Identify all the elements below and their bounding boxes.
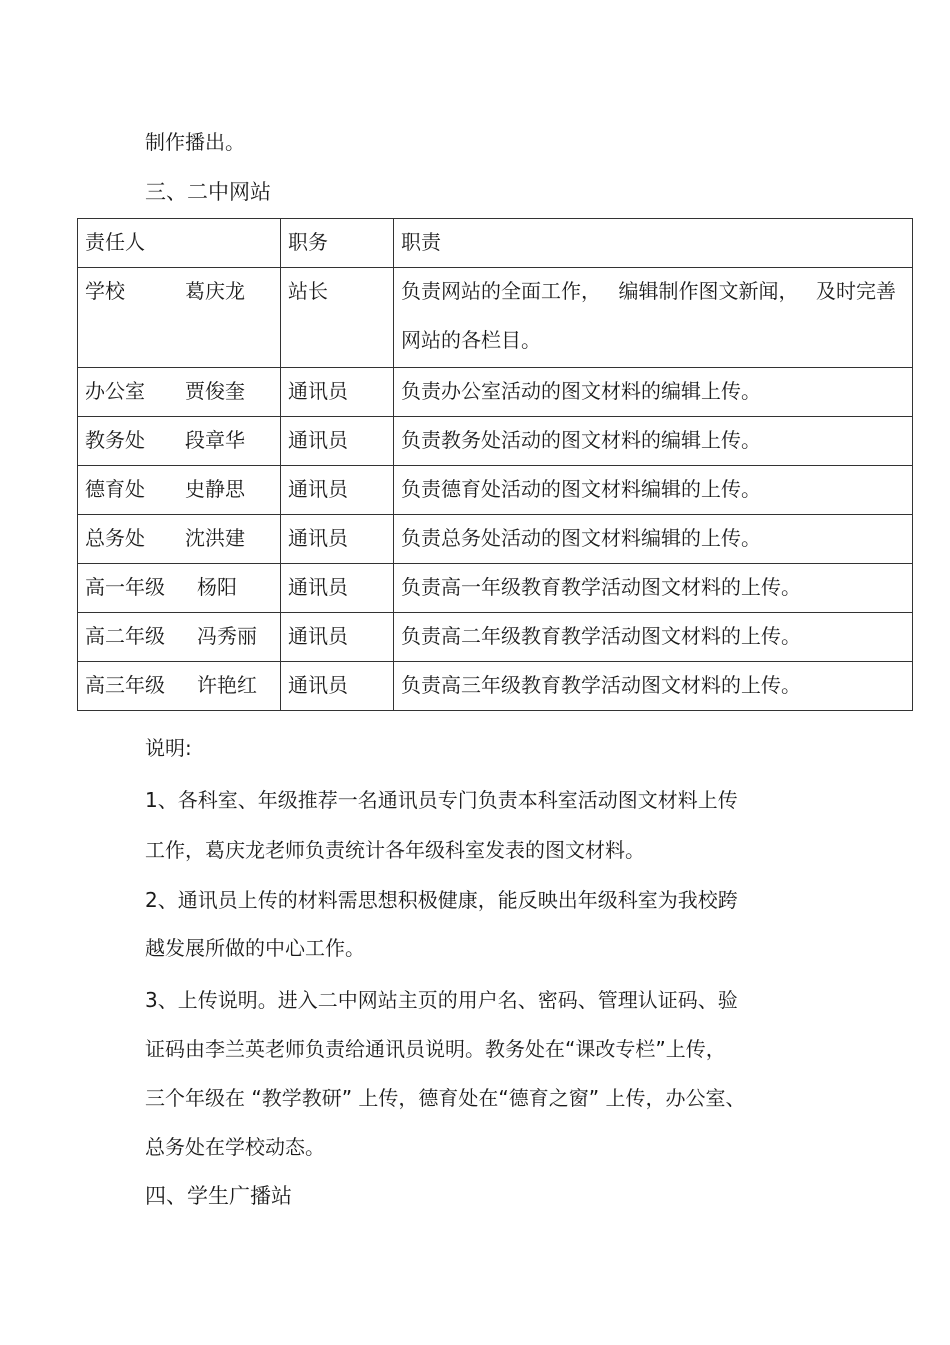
role-cell: 通讯员	[281, 417, 394, 466]
header-role: 职务	[281, 219, 394, 268]
role-cell: 通讯员	[281, 368, 394, 417]
duty-cell: 负责教务处活动的图文材料的编辑上传。	[394, 417, 913, 466]
table-row	[78, 417, 913, 466]
person-cell	[78, 613, 281, 662]
duty-cell: 负责高二年级教育教学活动图文材料的上传。	[394, 613, 913, 662]
person-cell	[78, 417, 281, 466]
duty-cell: 负责办公室活动的图文材料的编辑上传。	[394, 368, 913, 417]
duty-cell: 负责德育处活动的图文材料编辑的上传。	[394, 466, 913, 515]
person-cell	[78, 662, 281, 711]
dept: 高二年级	[85, 624, 165, 648]
header-duty: 职责	[394, 219, 913, 268]
intro-line: 制作播出。	[145, 130, 245, 154]
table-row	[78, 368, 913, 417]
person-cell	[78, 268, 281, 368]
dept: 教务处	[85, 428, 145, 452]
note-line: 三个年级在 “教学教研” 上传，德育处在“德育之窗” 上传，办公室、	[145, 1086, 746, 1110]
role-cell: 通讯员	[281, 613, 394, 662]
person-name: 贾俊奎	[185, 379, 245, 403]
duty-part-3: 及时完善	[816, 279, 896, 303]
person-name: 段章华	[185, 428, 245, 452]
person-name: 史静思	[185, 477, 245, 501]
role-cell: 通讯员	[281, 515, 394, 564]
person-name: 杨阳	[197, 575, 237, 599]
note-line: 越发展所做的中心工作。	[145, 936, 365, 960]
dept: 总务处	[85, 526, 145, 550]
person-cell	[78, 368, 281, 417]
person-cell	[78, 564, 281, 613]
dept: 学校	[85, 279, 125, 303]
dept: 德育处	[85, 477, 145, 501]
table-row	[78, 564, 913, 613]
duty-cell	[394, 268, 913, 368]
note-line: 2、通讯员上传的材料需思想积极健康，能反映出年级科室为我校跨	[145, 888, 738, 912]
role-cell: 通讯员	[281, 564, 394, 613]
dept: 高一年级	[85, 575, 165, 599]
table-row	[78, 613, 913, 662]
duty-cell: 负责高三年级教育教学活动图文材料的上传。	[394, 662, 913, 711]
role-cell: 通讯员	[281, 466, 394, 515]
person-name: 许艳红	[197, 673, 257, 697]
duty-cell: 负责总务处活动的图文材料编辑的上传。	[394, 515, 913, 564]
duty-part-1: 负责网站的全面工作，	[401, 279, 601, 303]
table-row	[78, 466, 913, 515]
duty-cell: 负责高一年级教育教学活动图文材料的上传。	[394, 564, 913, 613]
note-line: 证码由李兰英老师负责给通讯员说明。教务处在“课改专栏”上传，	[145, 1037, 726, 1061]
note-line: 1、各科室、年级推荐一名通讯员专门负责本科室活动图文材料上传	[145, 788, 738, 812]
duty-text-continued: 网站的各栏目。	[401, 328, 541, 352]
notes-label: 说明:	[145, 736, 192, 760]
table-row	[78, 268, 913, 368]
section-3-title: 三、二中网站	[145, 180, 271, 204]
person-cell	[78, 515, 281, 564]
dept: 高三年级	[85, 673, 165, 697]
person-name: 冯秀丽	[197, 624, 257, 648]
role-cell: 站长	[281, 268, 394, 368]
section-4-title: 四、学生广播站	[145, 1184, 292, 1208]
duty-part-2: 编辑制作图文新闻，	[618, 279, 799, 303]
table-row	[78, 515, 913, 564]
duty-text	[401, 281, 896, 301]
table-header-row	[78, 219, 913, 268]
header-person: 责任人	[78, 219, 281, 268]
role-cell: 通讯员	[281, 662, 394, 711]
website-duty-table	[77, 218, 913, 711]
person-name: 沈洪建	[185, 526, 245, 550]
table-row	[78, 662, 913, 711]
person-name: 葛庆龙	[185, 279, 245, 303]
note-line: 工作，葛庆龙老师负责统计各年级科室发表的图文材料。	[145, 838, 645, 862]
person-cell	[78, 466, 281, 515]
note-line: 总务处在学校动态。	[145, 1135, 325, 1159]
dept: 办公室	[85, 379, 145, 403]
note-line: 3、上传说明。进入二中网站主页的用户名、密码、管理认证码、验	[145, 988, 738, 1012]
